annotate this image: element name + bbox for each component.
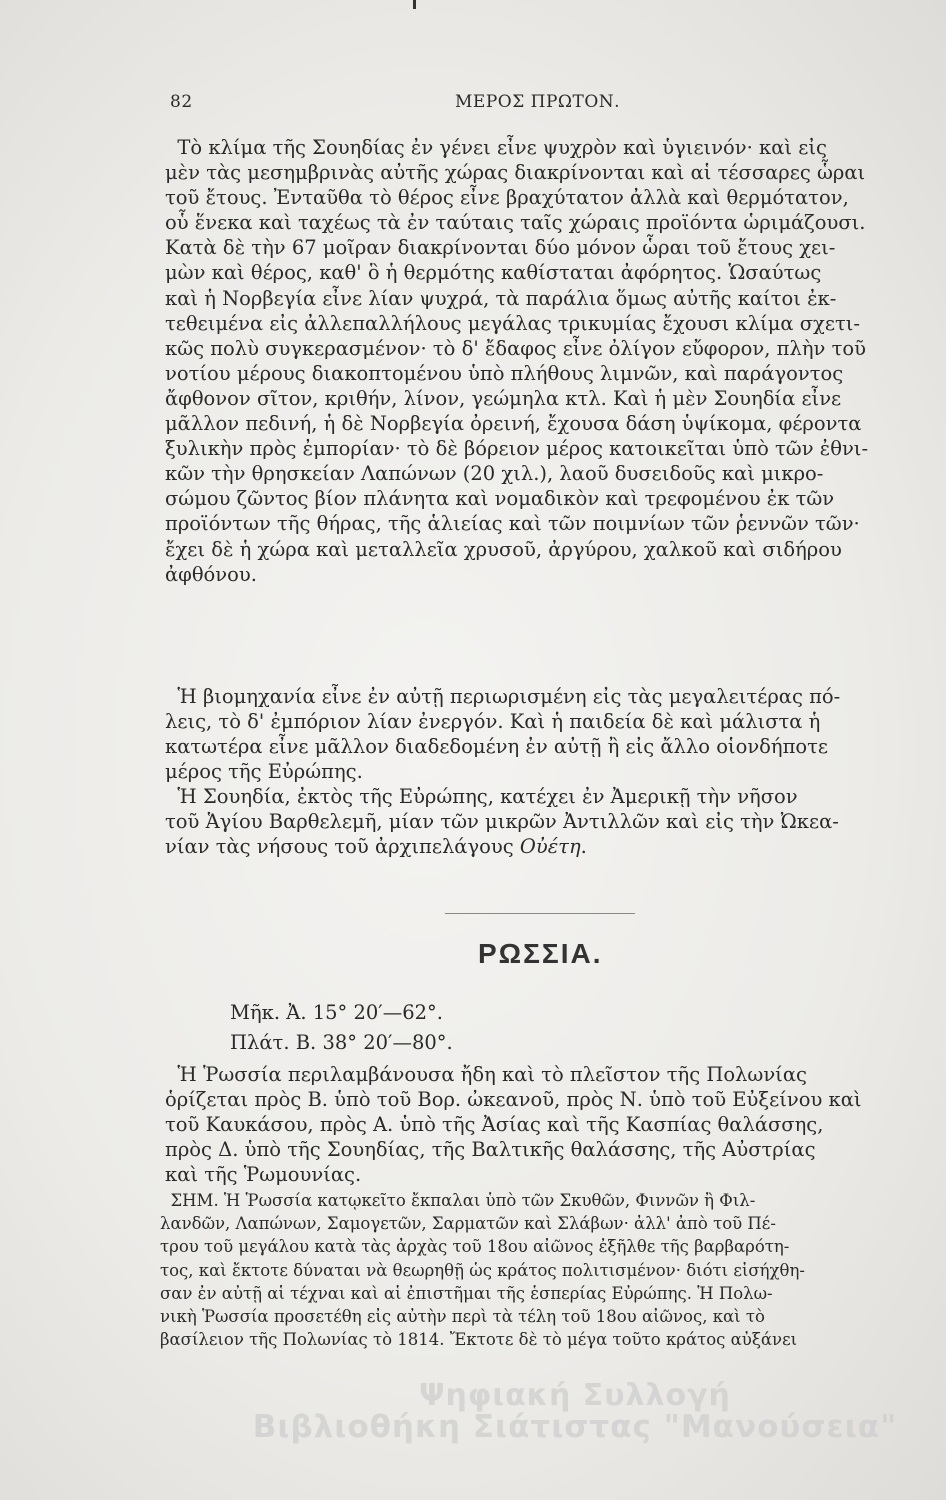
longitude-line: Μῆκ. Ἀ. 15° 20′—62°. [230, 1001, 443, 1024]
latitude-line: Πλάτ. Β. 38° 20′—80°. [230, 1031, 453, 1054]
page-header [170, 92, 880, 116]
running-head: ΜΕΡΟΣ ΠΡΩΤΟΝ. [455, 92, 621, 112]
footnote-russia-history: ΣΗΜ. Ἡ Ῥωσσία κατῳκεῖτο ἔκπαλαι ὑπὸ τῶν Σκυθῶν, Φιννῶν ἢ Φιλ- λανδῶν, Λαπώνων, Σαμογετῶν, Σαρματῶν καὶ Σλάβων· ἀλλ' ἀπὸ τοῦ Πέ- τρου τοῦ μεγάλου κατὰ τὰς ἀρχὰς τοῦ 18ου αἰῶνος ἐξῆλθε τῆς βαρβαρότη- τος, καὶ ἔκτοτε δύναται νὰ θεωρηθῇ ὡς κράτος πολιτισμένον· διότι εἰσήχθη- σαν ἐν αὐτῇ αἱ τέχναι καὶ αἱ ἐπιστῆμαι τῆς ἑσπερίας Εὐρώπης. Ἡ Πολω- νικὴ Ῥωσσία προσετέθη εἰς αὐτὴν περὶ τὰ τέλη τοῦ 18ου αἰῶνος, καὶ τὸ βασίλειον τῆς Πολωνίας τὸ 1814. Ἔκτοτε δὲ τὸ μέγα τοῦτο κράτος αὐξάνει [160, 1191, 805, 1350]
paragraph-sweden-colonies-text: Ἡ Σουηδία, ἐκτὸς τῆς Εὐρώπης, κατέχει ἐν Ἀμερικῇ τὴν νῆσον τοῦ Ἁγίου Βαρθελεμῆ, μίαν τῶν μικρῶν Ἀντιλλῶν καὶ εἰς τὴν Ὠκεα- νίαν τὰς νήσους τοῦ ἀρχιπελάγους [165, 785, 839, 859]
archipelago-name: Οὐέτη [519, 835, 581, 859]
paragraph-sweden-industry: Ἡ βιομηχανία εἶνε ἐν αὐτῇ περιωρισμένη εἰς τὰς μεγαλειτέρας πό- λεις, τὸ δ' ἐμπόριον λίαν ἐνεργόν. Καὶ ἡ παιδεία δὲ καὶ μάλιστα ἡ κατωτέρα εἶνε μᾶλλον διαδεδομένη ἐν αὐτῇ ἢ εἰς ἄλλο οἱονδήποτε μέρος τῆς Εὐρώπης. [165, 685, 841, 784]
page-number: 82 [170, 92, 193, 112]
page-mark [413, 0, 416, 9]
watermark-line-2: Βιβλιοθήκη Σιάτιστας "Μανούσεια" [252, 1409, 898, 1445]
paragraph-sweden-climate: Τὸ κλίμα τῆς Σουηδίας ἐν γένει εἶνε ψυχρὸν καὶ ὑγιεινόν· καὶ εἰς μὲν τὰς μεσημβρινὰς αὐτῆς χώρας διακρίνονται καὶ αἱ τέσσαρες ὧραι τοῦ ἔτους. Ἐνταῦθα τὸ θέρος εἶνε βραχύτατον ἀλλὰ καὶ θερμότατον, οὗ ἕνεκα καὶ ταχέως τὰ ἐν ταύταις ταῖς χώραις προϊόντα ὡριμάζουσι. Κατὰ δὲ τὴν 67 μοῖραν διακρίνονται δύο μόνον ὧραι τοῦ ἔτους χει- μὼν καὶ θέρος, καθ' ὃ ἡ θερμότης καθίσταται ἀφόρητος. Ὡσαύτως καὶ ἡ Νορβεγία εἶνε λίαν ψυχρά, τὰ παράλια ὅμως αὐτῆς καίτοι ἐκ- τεθειμένα εἰς ἀλλεπαλλήλους μεγάλας τρικυμίας ἔχουσι κλίμα σχετι- κῶς πολὺ συγκερασμένον· τὸ δ' ἔδαφος εἶνε ὀλίγον εὔφορον, πλὴν τοῦ νοτίου μέρους διακοπτομένου ὑπὸ πλήθους λιμνῶν, καὶ παράγοντος ἄφθονον σῖτον, κριθήν, λίνον, γεώμηλα κτλ. Καὶ ἡ μὲν Σουηδία εἶνε μᾶλλον πεδινή, ἡ δὲ Νορβεγία ὀρεινή, ἔχουσα δάση ὑψίκομα, φέροντα ξυλικὴν πρὸς ἐμπορίαν· τὸ δὲ βόρειον μέρος κατοικεῖται ὑπὸ τῶν ἐθνι- κῶν τὴν θρησκείαν Λαπώνων (20 χιλ.), λαοῦ δυσειδοῦς καὶ μικρο- σώμου ζῶντος βίον πλάνητα καὶ νομαδικὸν καὶ τρεφομένου ἐκ τῶν προϊόντων τῆς θήρας, τῆς ἁλιείας καὶ τῶν ποιμνίων τῶν ῥεννῶν τῶν· ἔχει δὲ ἡ χώρα καὶ μεταλλεῖα χρυσοῦ, ἀργύρου, χαλκοῦ καὶ σιδήρου ἀφθόνου. [165, 136, 869, 586]
paragraph-sweden-colonies [165, 784, 910, 859]
section-heading: ΡΩΣΣΙΑ. [478, 938, 603, 969]
watermark-line-1: Ψηφιακή Συλλογή [419, 1378, 731, 1413]
library-watermark [215, 1378, 935, 1445]
section-divider [445, 913, 635, 914]
paragraph-end-mark: . [580, 835, 587, 859]
paragraph-russia-borders: Ἡ Ῥωσσία περιλαμβάνουσα ἤδη καὶ τὸ πλεῖστον τῆς Πολωνίας ὁρίζεται πρὸς Β. ὑπὸ τοῦ Βορ. ὠκεανοῦ, πρὸς Ν. ὑπὸ τοῦ Εὐξείνου καὶ τοῦ Καυκάσου, πρὸς Α. ὑπὸ τῆς Ἀσίας καὶ τῆς Κασπίας θαλάσσης, πρὸς Δ. ὑπὸ τῆς Σουηδίας, τῆς Βαλτικῆς θαλάσσης, τῆς Αὐστρίας καὶ τῆς Ῥωμουνίας. [165, 1063, 862, 1187]
